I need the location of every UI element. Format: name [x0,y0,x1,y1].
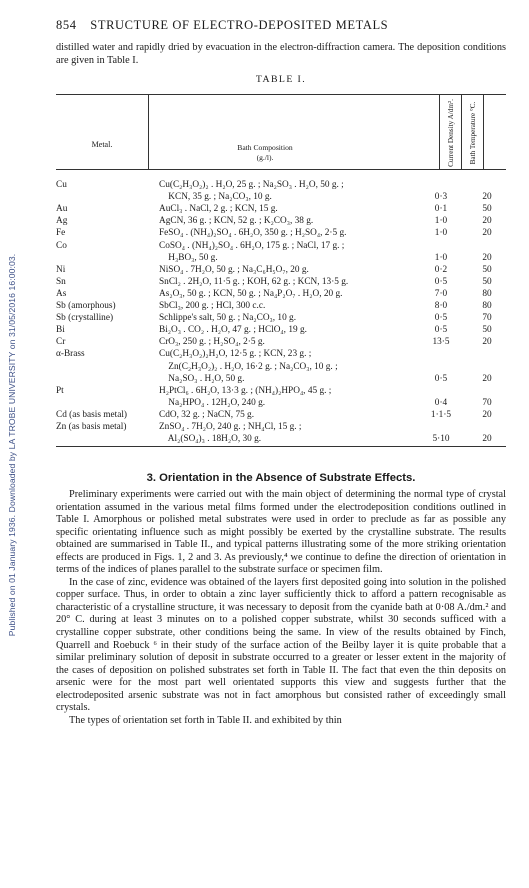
intro-paragraph: distilled water and rapidly dried by evacuation in the electron-diffraction camera. The deposition conditions are given in Table I. [56,42,506,66]
temperature-cell: 50 [482,276,492,287]
table-row [56,192,506,203]
composition-cell: NiSO₄ . 7H₂O, 50 g. ; Na₃C₆H₅O₇, 20 g. [159,264,309,275]
metal-cell: Cr [56,337,66,348]
table-row [56,410,506,421]
metal-cell: Au [56,204,68,215]
table-row [56,216,506,227]
composition-cell: Cu(C₂H₃O₂)₂H₂O, 12·5 g. ; KCN, 23 g. ; [159,349,312,360]
temperature-cell: 20 [482,192,492,203]
table-row [56,180,506,191]
metal-cell: Co [56,240,67,251]
current-density-cell: 5·10 [432,434,450,445]
current-density-cell: 1·0 [434,228,448,239]
composition-cell: FeSO₄ . (NH₄)₂SO₄ . 6H₂O, 350 g. ; H₂SO₄, 2·5 g. [159,228,347,239]
current-density-cell: 1·0 [434,216,448,227]
temperature-cell: 50 [482,204,492,215]
composition-cell: SnCl₂ . 2H₂O, 11·5 g. ; KOH, 62 g. ; KCN, 13·5 g. [159,276,349,287]
table-row [56,349,506,360]
metal-cell: As [56,288,67,299]
current-density-cell: 0·2 [434,264,448,275]
table-row [56,374,506,385]
download-notice-text: Published on 01 January 1936. Downloaded by LA TROBE UNIVERSITY on 31/05/2016 16:00:03. [7,253,17,637]
table-title: TABLE I. [255,74,307,85]
composition-cell: As₂O₃, 50 g. ; KCN, 50 g. ; Na₄P₂O₇ . H₂O, 20 g. [159,288,343,299]
table-row [56,362,506,373]
temperature-cell: 80 [482,301,492,311]
metal-cell: Cd (as basis metal) [56,409,128,420]
composition-cell: KCN, 35 g. ; Na₂CO₃, 10 g. [159,192,272,203]
table-row [56,337,506,348]
download-notice-sidebar [0,95,24,795]
table-row [56,228,506,239]
temperature-cell: 70 [482,313,492,324]
metal-cell: Cu [56,180,67,190]
body-text [56,489,506,727]
metal-column-header: Metal. [91,140,113,149]
paragraph: Preliminary experiments were carried out with the main object of determining the normal type of crystal orientation assumed in the various metal films formed under the electrodeposition conditions outlined in Table I. Amorphous or polished metal substrates were used in order to preclude as far as possible any specific orientating influence such as might possibly be exerted by the crystalline substrate. The results obtained are summarised in Table II., and typical patterns illustrating some of the more striking orientation effects are produced in Figs. 1, 2 and 3. As previously,⁴ we continue to define the direction of orientation in terms of the indices of planes parallel to the substrate surface or specimen film. [56,489,506,576]
metal-cell: Fe [56,228,66,239]
current-density-cell: 0·3 [434,192,448,203]
metal-cell: Ag [56,216,68,227]
table-row [56,386,506,397]
table-row [56,289,506,300]
page-number: 854 [56,18,77,32]
metal-cell: Sb (crystalline) [56,313,114,324]
composition-header-unit: (g./l). [256,153,274,162]
composition-cell: H₃BO₃, 50 g. [159,252,218,263]
table-row [56,204,506,215]
temperature-cell: 80 [482,288,492,299]
table-row [56,253,506,264]
temperature-cell: 20 [482,337,492,348]
composition-cell: Cu(C₂H₃O₂)₂ . H₂O, 25 g. ; Na₂SO₃ . H₂O, 50 g. ; [159,180,344,190]
composition-header-label: Bath Composition [237,143,293,152]
temperature-cell: 20 [482,373,492,384]
table-row [56,313,506,324]
current-density-header-text: Current Density A/dm². [446,99,455,167]
temperature-cell: 70 [482,397,492,408]
metal-cell: Bi [56,325,65,336]
composition-cell: H₂PtCl₆ . 6H₂O, 13·3 g. ; (NH₄)₂HPO₄, 45 g. ; [159,385,332,396]
metal-cell: Sn [56,276,66,287]
metal-cell: Sb (amorphous) [56,301,116,311]
current-density-cell: 7·0 [434,288,448,299]
current-density-cell: 8·0 [434,301,448,311]
composition-cell: CdO, 32 g. ; NaCN, 75 g. [159,409,255,420]
current-density-header [440,101,461,165]
table-row [56,325,506,336]
table-row [56,301,506,312]
temperature-cell: 50 [482,325,492,336]
temperature-cell: 20 [482,409,492,420]
temperature-cell: 50 [482,264,492,275]
bath-temperature-header [462,101,483,165]
table-row [56,434,506,445]
current-density-cell: 13·5 [432,337,450,348]
composition-cell: Bi₂O₃ . CO₂ . H₂O, 47 g. ; HClO₄, 19 g. [159,325,307,336]
current-density-cell: 0·5 [434,276,448,287]
table-header [56,94,506,170]
table-row [56,398,506,409]
composition-cell: AgCN, 36 g. ; KCN, 52 g. ; K₂CO₃, 38 g. [159,216,314,227]
metal-cell: Ni [56,264,66,275]
composition-column-header [150,143,380,163]
current-density-cell: 0·1 [434,204,448,215]
running-header [56,18,506,33]
composition-cell: Schlippe's salt, 50 g. ; Na₂CO₃, 10 g. [159,313,297,324]
table-row [56,241,506,252]
bath-temperature-header-text: Bath Temperature °C. [468,101,477,165]
composition-cell: ZnSO₄ . 7H₂O, 240 g. ; NH₄Cl, 15 g. ; [159,422,302,432]
table-row [56,265,506,276]
metal-cell: α-Brass [56,349,85,360]
section-heading: 3. Orientation in the Absence of Substrate Effects. [146,472,416,484]
composition-cell: SbCl₃, 200 g. ; HCl, 300 c.c. [159,301,266,311]
composition-cell: CoSO₄ . (NH₄)₂SO₄ . 6H₂O, 175 g. ; NaCl, 17 g. ; [159,240,345,251]
metal-cell: Pt [56,385,64,396]
current-density-cell: 0·4 [434,397,448,408]
table-row [56,422,506,433]
temperature-cell: 20 [482,252,492,263]
composition-cell: AuCl₃ . NaCl, 2 g. ; KCN, 15 g. [159,204,278,215]
current-density-cell: 0·5 [434,373,448,384]
temperature-cell: 20 [482,228,492,239]
current-density-cell: 1·1·5 [430,409,452,420]
current-density-cell: 1·0 [434,252,448,263]
temperature-cell: 20 [482,216,492,227]
current-density-cell: 0·5 [434,325,448,336]
composition-cell: Al₂(SO₄)₃ . 18H₂O, 30 g. [159,434,262,445]
current-density-cell: 0·5 [434,313,448,324]
composition-cell: Na₂SO₃ . H₂O, 50 g. [159,373,245,384]
temperature-cell: 20 [482,434,492,445]
composition-cell: Zn(C₂H₃O₂)₂ . H₂O, 16·2 g. ; Na₂CO₃, 10 g. ; [159,361,338,372]
paragraph: In the case of zinc, evidence was obtained of the layers first deposited going into solution in the polished copper surface. Thus, in order to obtain a zinc layer sufficiently thick to afford a pattern recognisable as characteristic of a crystalline structure, it was necessary to deposit from the cyanide bath at 0·08 A./dm.² and 20° C. during at least 3 minutes on to a polished copper substrate, whilst 30 seconds sufficed with a crystalline copper substrate, other conditions being the same. In view of the results obtained by Finch, Quarrell and Roebuck ⁶ in their study of the surface action of the Beilby layer it is quite probable that a similar preliminary solution of deposit in substrate occurred to a greater or lesser extent in the majority of the cases of deposition on polished substrates set forth in Table II. The fact that even the thin deposits on arsenic were for the most part well orientated supports this view and suggests further that the electrodeposited arsenic substrate was not in fact amorphous but consisted rather of exceedingly small crystals. [56,576,506,714]
running-title: STRUCTURE OF ELECTRO-DEPOSITED METALS [90,18,389,32]
table-row [56,277,506,288]
paragraph: The types of orientation set forth in Table II. and exhibited by thin [69,714,342,726]
composition-cell: Na₂HPO₄ . 12H₂O, 240 g. [159,397,266,408]
metal-cell: Zn (as basis metal) [56,422,127,432]
table-bottom-rule [56,446,506,447]
composition-cell: CrO₃, 250 g. ; H₂SO₄, 2·5 g. [159,337,265,348]
